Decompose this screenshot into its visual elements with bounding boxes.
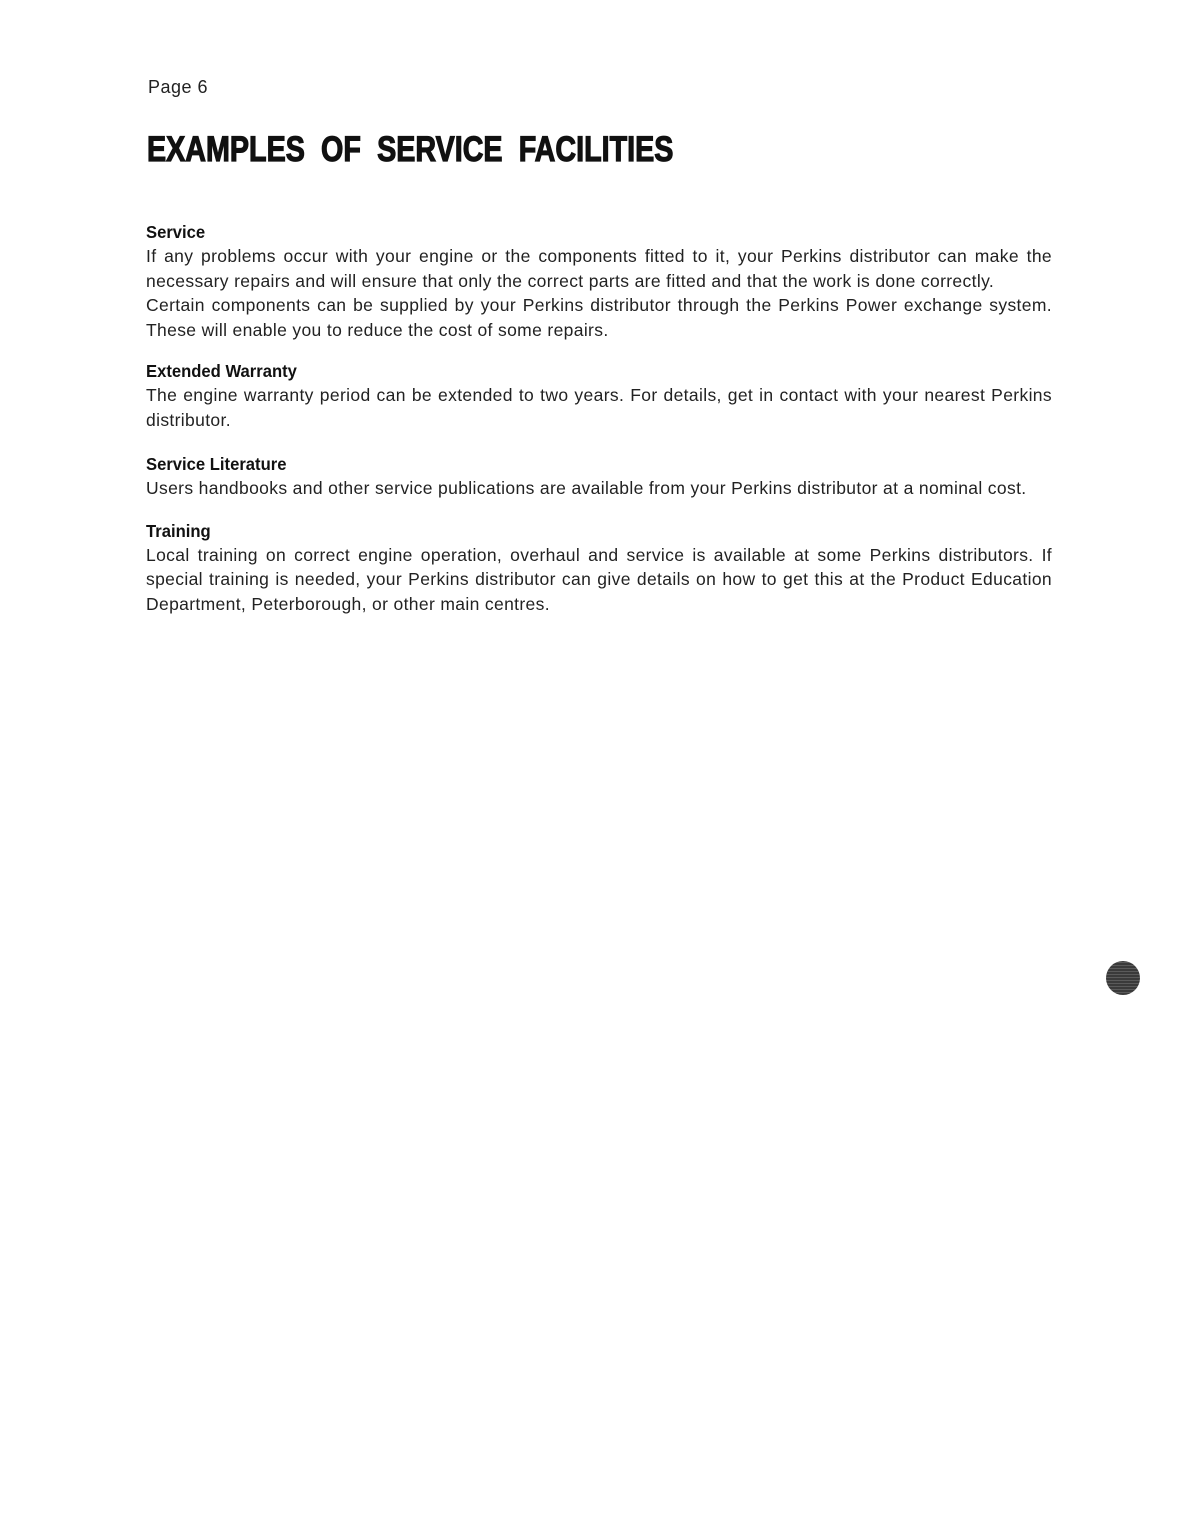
section-paragraph: The engine warranty period can be extended to two years. For details, get in contact with your nearest Perkins distributor. (146, 385, 1052, 430)
page-title: EXAMPLES OF SERVICE FACILITIES (147, 130, 674, 169)
section-paragraph: Local training on correct engine operation, overhaul and service is available at some Perkins distributors. If special training is needed, your Perkins distributor can give details on how to get this at the Product Education Department, Peterborough, or other main centres. (146, 544, 1052, 614)
punch-hole-mark (1106, 961, 1140, 995)
section-paragraph: Certain components can be supplied by your Perkins distributor through the Perkins Power exchange system. These will enable you to reduce the cost of some repairs. (146, 295, 1052, 340)
section-service (146, 220, 1052, 342)
section-heading: Service Literature (146, 454, 287, 474)
section-heading: Service (146, 222, 206, 242)
section-heading: Extended Warranty (146, 361, 297, 381)
section-training (146, 519, 1052, 617)
section-paragraph: If any problems occur with your engine or the components fitted to it, your Perkins distributor can make the necessary repairs and will ensure that only the correct parts are fitted and that the work is done correctly. (146, 246, 1052, 291)
page-number: Page 6 (148, 77, 209, 97)
section-service-literature (146, 452, 1052, 501)
document-body (146, 220, 1052, 634)
section-heading: Training (146, 520, 211, 541)
section-extended-warranty (146, 359, 1052, 432)
section-paragraph: Users handbooks and other service publications are available from your Perkins distributor at a nominal cost. (146, 478, 1027, 498)
